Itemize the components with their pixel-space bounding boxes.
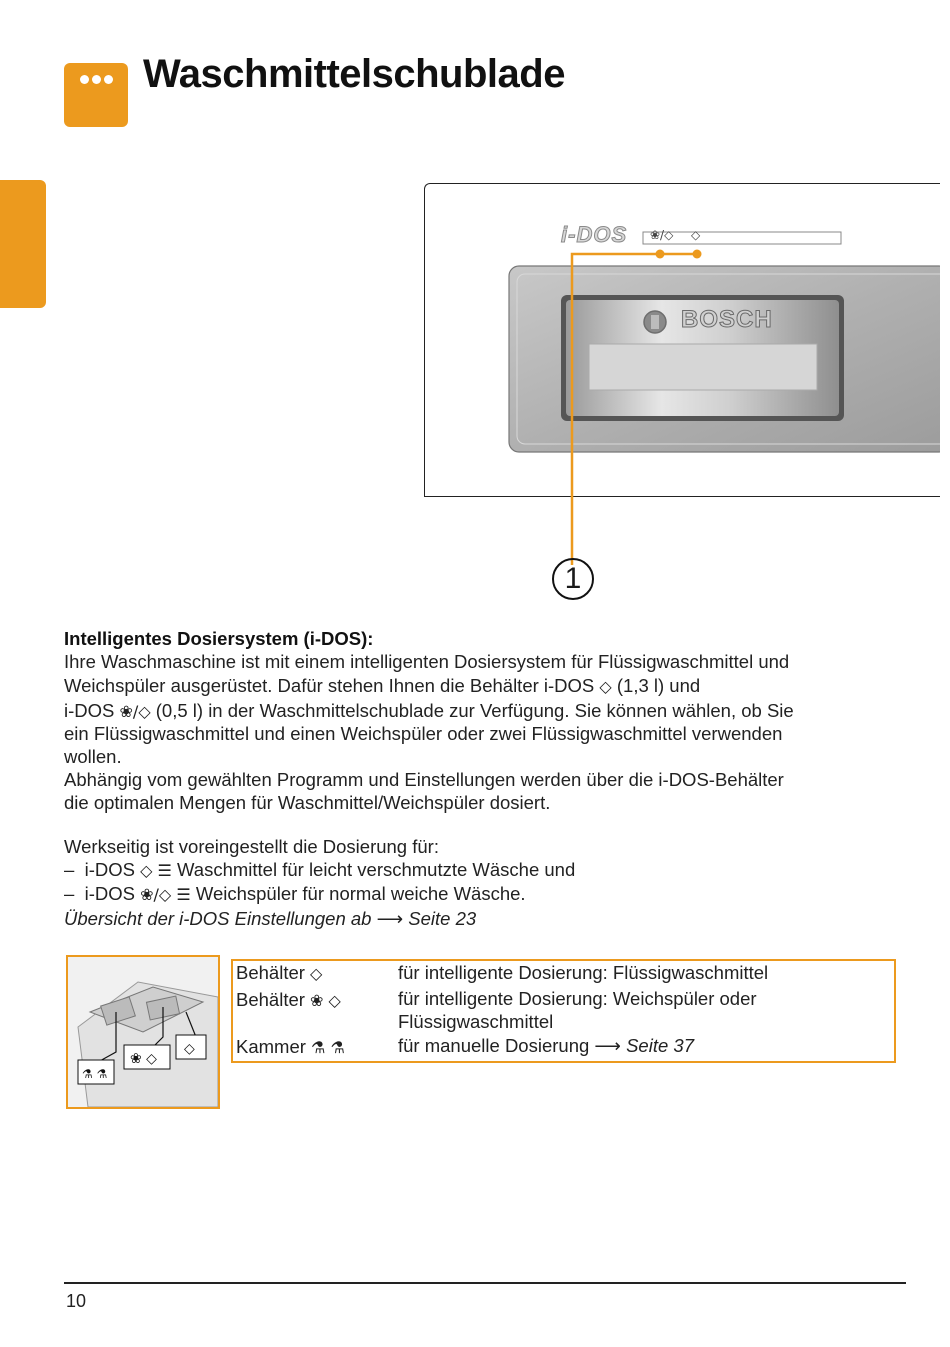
table-row-desc: Flüssigwaschmittel [398,1011,554,1032]
liquid-drop-icon: ◇ [599,677,612,696]
table-row-label [236,1035,345,1059]
svg-text:⚗ ⚗: ⚗ ⚗ [82,1067,108,1081]
arrow-right-icon: ⟶ [594,1035,621,1056]
defaults-text: i-DOS [84,859,135,880]
svg-text:◇: ◇ [184,1041,195,1057]
manual-dosing-icon: ⚗ ⚗ [311,1038,345,1057]
table-row-desc [398,1034,694,1057]
defaults-text: Waschmittel für leicht verschmutzte Wäsche und [177,859,576,880]
softener-liquid-icon: ❀/◇ [140,885,172,904]
dash: – [64,883,85,904]
idos-logo: i-DOS [561,222,628,247]
page-link[interactable]: Seite 23 [408,908,477,929]
arrow-right-icon: ⟶ [376,908,404,929]
svg-text:❀ ◇: ❀ ◇ [130,1051,157,1067]
row-label-text: Kammer [236,1036,306,1057]
defaults-text: Weichspüler für normal weiche Wäsche. [195,883,526,904]
intro-line: Ihre Waschmaschine ist mit einem intelligenten Dosiersystem für Flüssigwaschmittel und [64,651,790,672]
liquid-drop-icon: ◇ [691,228,701,242]
softener-icon: ❀ ◇ [310,991,341,1010]
table-row-desc: für intelligente Dosierung: Weichspüler oder [398,988,757,1009]
intro-heading: Intelligentes Dosiersystem (i-DOS): [64,628,374,649]
dosage-level-icon: ☰ [157,861,172,880]
defaults-text: i-DOS [84,883,135,904]
defaults-item [64,882,894,907]
table-row-label [236,988,341,1012]
table-row-label [236,961,322,985]
dash: – [64,859,85,880]
intro-line: die optimalen Mengen für Waschmittel/Weichspüler dosiert. [64,792,551,813]
intro-text: i-DOS [64,700,115,721]
row-label-text: Behälter [236,962,305,983]
softener-liquid-icon: ❀/◇ [650,228,674,242]
defaults-intro: Werkseitig ist voreingestellt die Dosierung für: [64,836,439,857]
intro-text: (0,5 l) in der Waschmittelschublade zur Verfügung. Sie können wählen, ob Sie [155,700,794,721]
footer-divider [64,1282,906,1284]
intro-line: Abhängig vom gewählten Programm und Einstellungen werden über die i-DOS-Behälter [64,769,784,790]
table-row-desc: für intelligente Dosierung: Flüssigwaschmittel [398,962,769,983]
row-label-text: Behälter [236,989,305,1010]
page-title: Waschmittelschublade [143,52,565,96]
callout-lines [0,0,950,620]
settings-reference [64,907,894,931]
drawer-thumbnail [66,955,220,1109]
callout-number: 1 [552,558,594,600]
row-desc-text: für manuelle Dosierung [398,1035,590,1056]
page-link[interactable]: Seite 37 [626,1035,694,1056]
dosage-level-icon: ☰ [176,885,191,904]
softener-liquid-icon: ❀/◇ [119,702,151,721]
intro-line [64,699,894,724]
liquid-drop-icon: ◇ [310,964,323,983]
intro-line: ein Flüssigwaschmittel und einen Weichspüler oder zwei Flüssigwaschmittel verwenden [64,723,783,744]
brand-logo: BOSCH [681,306,773,333]
container-table [231,959,896,1063]
intro-line: wollen. [64,746,122,767]
reference-text: Übersicht der i-DOS Einstellungen ab [64,908,372,929]
intro-text: Weichspüler ausgerüstet. Dafür stehen Ihnen die Behälter i-DOS [64,675,595,696]
liquid-drop-icon: ◇ [140,861,153,880]
defaults-item [64,858,894,883]
intro-line [64,674,894,699]
intro-text: (1,3 l) und [616,675,701,696]
page-number: 10 [66,1291,87,1311]
